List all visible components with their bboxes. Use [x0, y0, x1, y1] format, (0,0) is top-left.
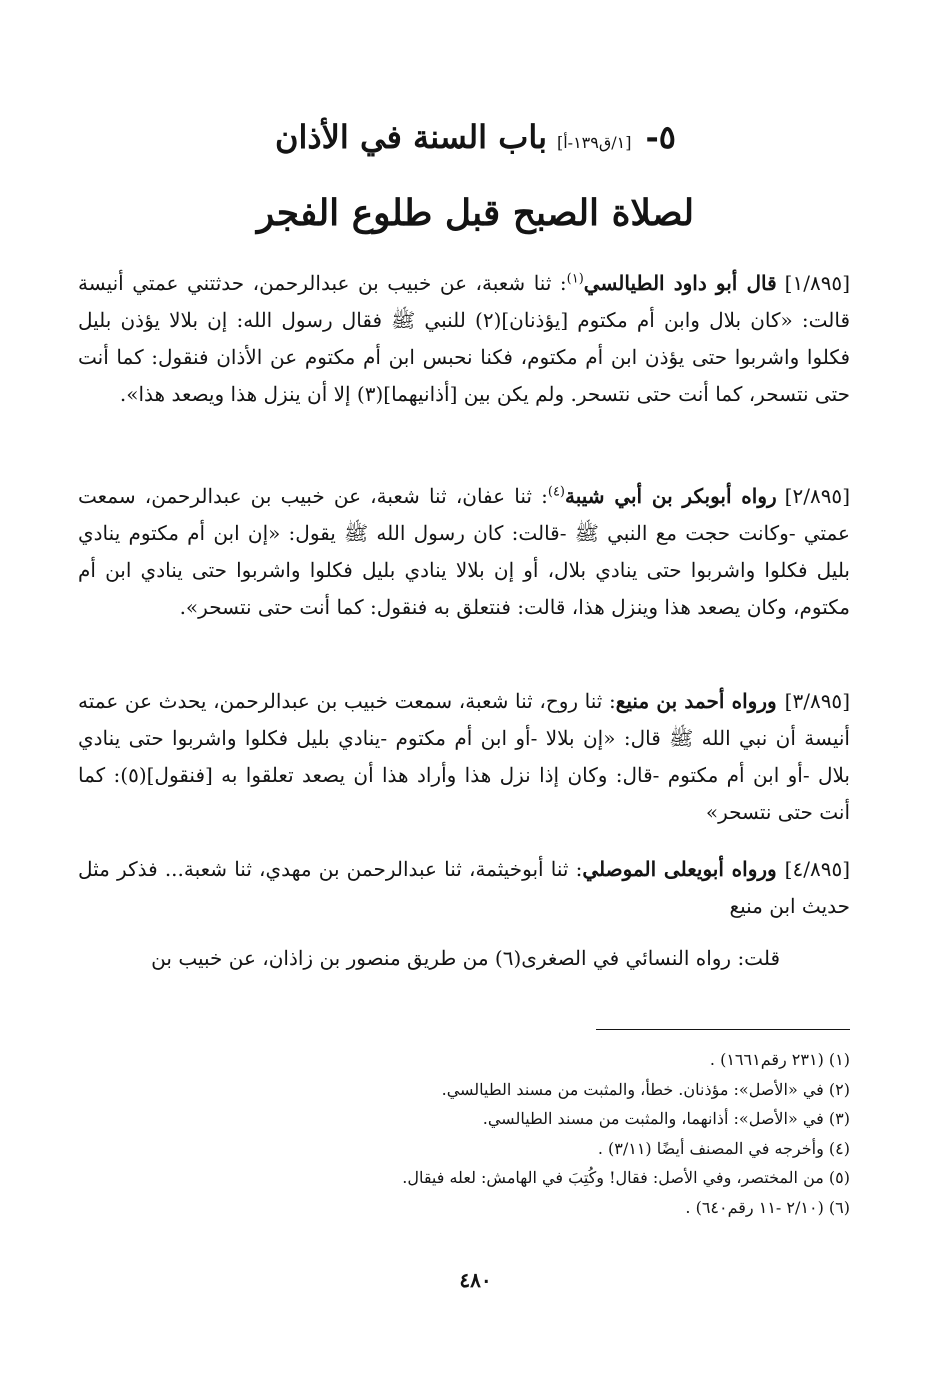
- manuscript-reference: [١/ق١٣٩-أ]: [556, 133, 632, 152]
- page-number: ٤٨٠: [459, 1268, 492, 1292]
- footnote: (٣) في «الأصل»: أذانهما، والمثبت من مسند الطيالسي.: [482, 1109, 850, 1128]
- footnote-marker: (١): [566, 271, 584, 287]
- chapter-title-line2: لصلاة الصبح قبل طلوع الفجر: [256, 192, 695, 234]
- narrator-name: ورواه أبويعلى الموصلي: [582, 857, 777, 881]
- hadith-text: : ثنا أبوخيثمة، ثنا عبدالرحمن بن مهدي، ثنا شعبة... فذكر مثل حديث ابن منيع: [78, 857, 850, 918]
- hadith-reference: [٣/٨٩٥]: [784, 689, 850, 713]
- footnote-separator: [596, 1029, 850, 1030]
- narrator-name: قال أبو داود الطيالسي: [583, 271, 777, 295]
- hadith-paragraph: [78, 683, 850, 831]
- closing-paragraph: [78, 940, 850, 977]
- footnote: (٥) من المختصر، وفي الأصل: فقال! وكُتِبَ في الهامش: لعله فيقال.: [402, 1168, 850, 1187]
- footnote: (٢) في «الأصل»: مؤذنان. خطأ، والمثبت من مسند الطيالسي.: [441, 1079, 850, 1099]
- closing-text: قلت: رواه النسائي في الصغرى(٦) من طريق منصور بن زاذان، عن خبيب بن: [151, 946, 780, 970]
- chapter-number: ٥-: [645, 118, 676, 156]
- narrator-name: رواه أبوبكر بن أبي شيبة: [565, 484, 777, 508]
- chapter-heading: [120, 112, 831, 168]
- hadith-text: : ثنا عفان، ثنا شعبة، عن خبيب بن عبدالرحمن، سمعت عمتي -وكانت حجت مع النبي ﷺ -قالت: كان رسول الله ﷺ يقول: «إن ابن أم مكتوم ينادي بليل فكلوا واشربوا حتى ينادي بلال، أو إن بلالا ينادي بليل فكلوا واشربوا حتى ينادي ابن أم مكتوم، وكان يصعد هذا وينزل هذا، قالت: فنتعلق به فنقول: كما أنت حتى نتسحر».: [78, 484, 850, 619]
- hadith-reference: [١/٨٩٥]: [784, 271, 850, 295]
- hadith-paragraph: [78, 265, 850, 413]
- footnote-marker: (٤): [547, 484, 565, 500]
- hadith-paragraph: [78, 478, 850, 626]
- chapter-title-line1: باب السنة في الأذان: [275, 118, 547, 156]
- hadith-reference: [٢/٨٩٥]: [784, 484, 850, 508]
- narrator-name: ورواه أحمد بن منيع: [615, 689, 777, 713]
- hadith-text: : ثنا روح، ثنا شعبة، سمعت خبيب بن عبدالرحمن، يحدث عن عمته أنيسة أن نبي الله ﷺ قال: «إن بلالا -أو ابن أم مكتوم -ينادي بليل فكلوا واشربوا حتى ينادي بلال -أو ابن أم مكتوم -قال: وكان إذا نزل هذا وأراد هذا أن يصعد تعلقوا به [فنقول](٥): كما أنت حتى نتسحر»: [78, 689, 850, 824]
- hadith-reference: [٤/٨٩٥]: [784, 857, 851, 881]
- hadith-text: : ثنا شعبة، عن خبيب بن عبدالرحمن، حدثتني عمتي أنيسة قالت: «كان بلال وابن أم مكتوم [يؤذنان](٢) للنبي ﷺ فقال رسول الله: إن بلالا يؤذن بليل فكلوا واشربوا حتى يؤذن ابن أم مكتوم، فكنا نحبس ابن أم مكتوم عن الأذان فنقول: كما أنت حتى نتسحر، كما أنت حتى نتسحر. ولم يكن بين [أذانيهما](٣) إلا أن ينزل هذا ويصعد هذا».: [78, 271, 851, 406]
- hadith-paragraph: [78, 851, 850, 925]
- footnote: (٦) (٢/١٠ -١١ رقم٦٤٠) .: [685, 1197, 850, 1217]
- footnote: (٤) وأخرجه في المصنف أيضًا (٣/١١) .: [597, 1138, 850, 1158]
- footnote: (١) (٢٣١ رقم١٦٦١) .: [709, 1050, 850, 1069]
- footnotes: [120, 1045, 850, 1222]
